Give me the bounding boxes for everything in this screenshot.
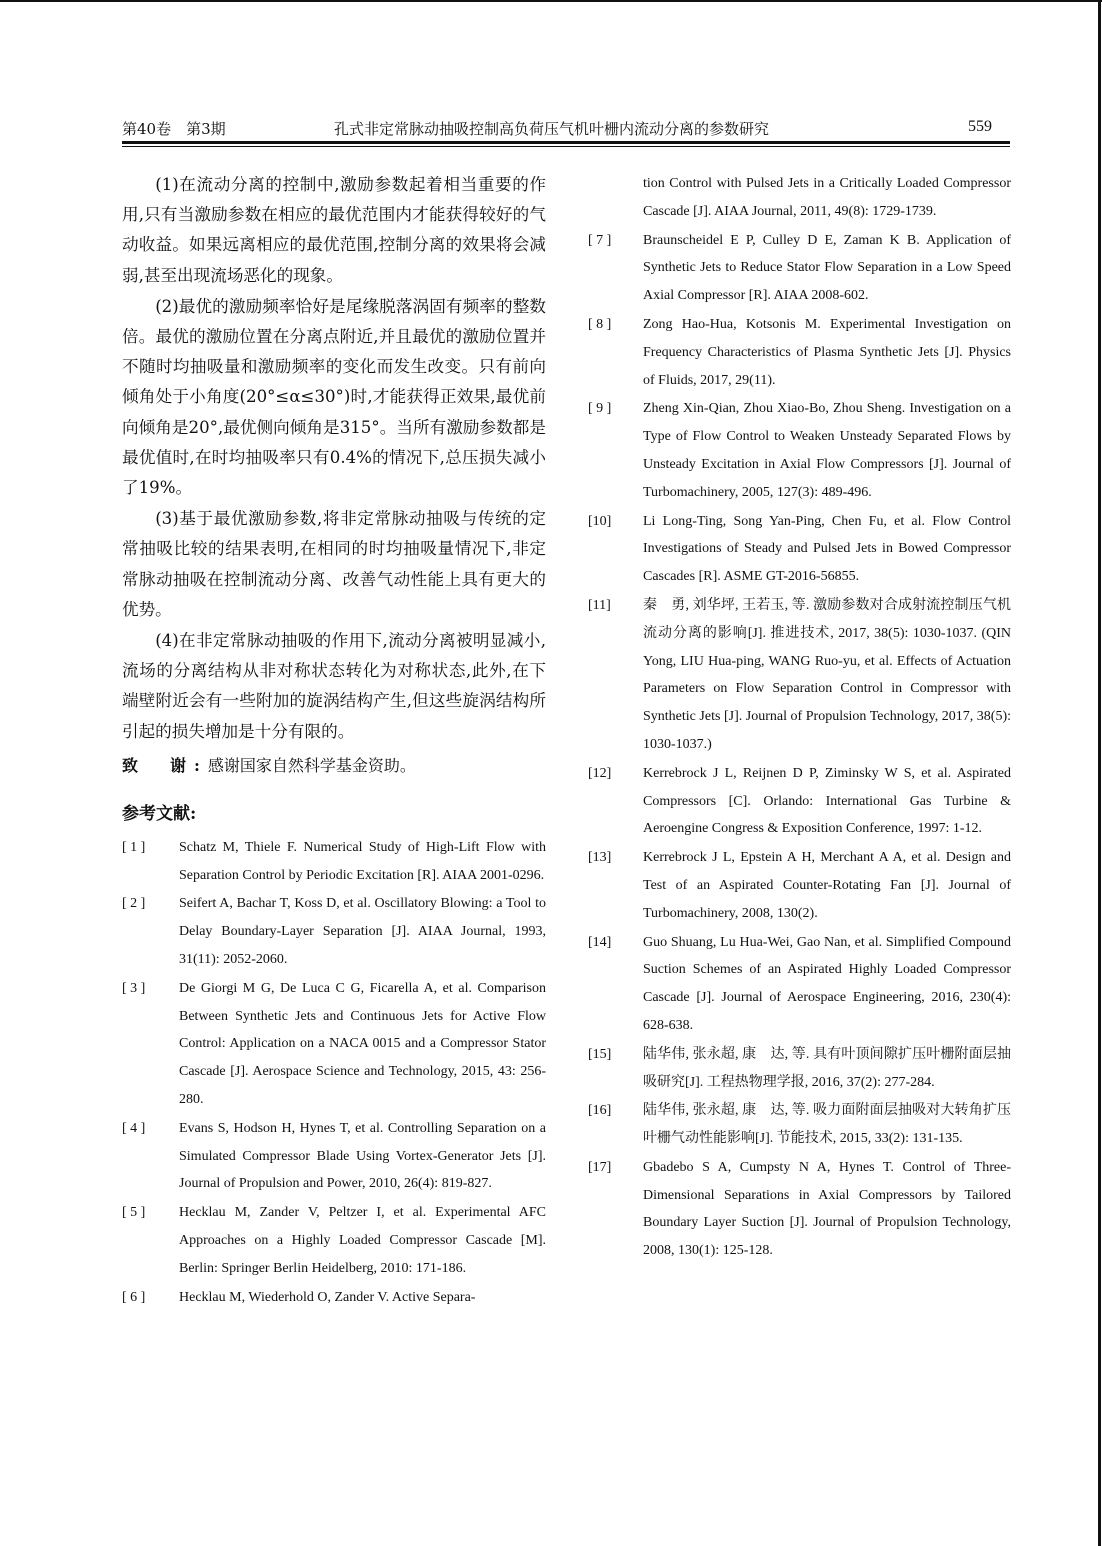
reference-text: Seifert A, Bachar T, Koss D, et al. Oscillatory Blowing: a Tool to Delay Boundary-Layer Separation [J]. AIAA Journal, 1993, 31(11): 2052-2060. (179, 896, 546, 968)
reference-text: Li Long-Ting, Song Yan-Ping, Chen Fu, et al. Flow Control Investigations of Steady and Pulsed Jets in Bowed Compressor Cascades [R]. ASME GT-2016-56855. (643, 513, 1011, 585)
reference-number: [10] (588, 513, 612, 529)
reference-text: 陆华伟, 张永超, 康 达, 等. 具有叶顶间隙扩压叶栅附面层抽吸研究[J]. 工程热物理学报, 2016, 37(2): 277-284. (643, 1046, 1011, 1090)
acknowledgement-label: 致 谢: (122, 755, 208, 775)
acknowledgement-text: 感谢国家自然科学基金资助。 (207, 755, 416, 775)
acknowledgement (122, 751, 546, 781)
reference-item (122, 890, 546, 973)
reference-item (588, 1154, 1011, 1265)
reference-text: Braunscheidel E P, Culley D E, Zaman K B. Application of Synthetic Jets to Reduce Stator Flow Separation in a Low Speed Axial Compressor [R]. AIAA 2008-602. (643, 232, 1011, 304)
reference-item (588, 1097, 1011, 1153)
reference-text: 陆华伟, 张永超, 康 达, 等. 吸力面附面层抽吸对大转角扩压叶栅气动性能影响[J]. 节能技术, 2015, 33(2): 131-135. (643, 1103, 1011, 1147)
reference-text: De Giorgi M G, De Luca C G, Ficarella A, et al. Comparison Between Synthetic Jets and Continuous Jets for Active Flow Control: Application on a NACA 0015 and a Compressor Stator Cascade [J]. Aerospace Science and Technology, 2015, 43: 256-280. (179, 980, 546, 1108)
conclusion-paragraph: (4)在非定常脉动抽吸的作用下,流动分离被明显减小,流场的分离结构从非对称状态转化为对称状态,此外,在下端壁附近会有一些附加的旋涡结构产生,但这些旋涡结构所引起的损失增加是十分有限的。 (122, 631, 546, 741)
reference-item (588, 311, 1011, 394)
reference-item (122, 975, 546, 1114)
reference-text: Guo Shuang, Lu Hua-Wei, Gao Nan, et al. Simplified Compound Suction Schemes of an Aspirated Highly Loaded Compressor Cascade [J]. Journal of Aerospace Engineering, 2016, 230(4): 628-638. (643, 934, 1011, 1033)
article-title: 孔式非定常脉动抽吸控制高负荷压气机叶栅内流动分离的参数研究 (334, 120, 770, 138)
reference-item (588, 760, 1011, 843)
reference-text: tion Control with Pulsed Jets in a Critically Loaded Compressor Cascade [J]. AIAA Journal, 2011, 49(8): 1729-1739. (643, 176, 1011, 219)
reference-text: Schatz M, Thiele F. Numerical Study of High-Lift Flow with Separation Control by Periodic Excitation [R]. AIAA 2001-0296. (179, 839, 546, 883)
top-border (0, 0, 1102, 2)
reference-number: [16] (588, 1103, 612, 1119)
reference-item (122, 1284, 546, 1312)
reference-number: [17] (588, 1159, 612, 1175)
reference-continuation (588, 170, 1011, 226)
conclusion-paragraph: (1)在流动分离的控制中,激励参数起着相当重要的作用,只有当激励参数在相应的最优范围内才能获得较好的气动收益。如果远离相应的最优范围,控制分离的效果将会减弱,甚至出现流场恶化的现象。 (122, 175, 546, 285)
references-heading: 参考文献: (122, 803, 197, 824)
journal-volume: 第40卷 第3期 (122, 120, 226, 138)
page-number: 559 (968, 118, 992, 135)
header-rule-thin (122, 146, 1010, 147)
reference-text: Evans S, Hodson H, Hynes T, et al. Controlling Separation on a Simulated Compressor Blade Using Vortex-Generator Jets [J]. Journal of Propulsion and Power, 2010, 26(4): 819-827. (179, 1120, 546, 1192)
reference-number: [ 4 ] (122, 1120, 146, 1136)
reference-item (122, 834, 546, 890)
reference-text: Kerrebrock J L, Reijnen D P, Ziminsky W S, et al. Aspirated Compressors [C]. Orlando: International Gas Turbine & Aeroengine Congress & Exposition Conference, 1997: 1-12. (643, 765, 1011, 837)
reference-number: [14] (588, 934, 612, 950)
reference-number: [15] (588, 1046, 612, 1062)
conclusion-paragraph: (2)最优的激励频率恰好是尾缘脱落涡固有频率的整数倍。最优的激励位置在分离点附近,并且最优的激励位置并不随时均抽吸量和激励频率的变化而发生改变。只有前向倾角处于小角度(20°≤α≤30°)时,才能获得正效果,最优前向倾角是20°,最优侧向倾角是315°。当所有激励参数都是最优值时,在时均抽吸率只有0.4%的情况下,总压损失减小了19%。 (122, 296, 546, 498)
reference-number: [13] (588, 850, 612, 866)
reference-item (122, 1199, 546, 1282)
reference-item (588, 1041, 1011, 1097)
right-column (588, 170, 1011, 1266)
reference-number: [ 8 ] (588, 316, 612, 332)
reference-item (588, 592, 1011, 759)
header-rule-thick (122, 141, 1010, 144)
running-header (122, 118, 1010, 142)
reference-item (122, 1115, 546, 1198)
reference-text: Hecklau M, Wiederhold O, Zander V. Active Separa- (179, 1289, 476, 1305)
reference-text: 秦 勇, 刘华坪, 王若玉, 等. 激励参数对合成射流控制压气机流动分离的影响[J]. 推进技术, 2017, 38(5): 1030-1037. (QIN Yong, LIU Hua-ping, WANG Ruo-yu, et al. Effects of Actuation Parameters on Flow Separation Control in Compressor with Synthetic Jets [J]. Journal of Propulsion Technology, 2017, 38(5): 1030-1037.) (643, 597, 1011, 752)
reference-text: Kerrebrock J L, Epstein A H, Merchant A A, et al. Design and Test of an Aspirated Counter-Rotating Fan [J]. Journal of Turbomachinery, 2008, 130(2). (643, 850, 1011, 921)
reference-text: Zheng Xin-Qian, Zhou Xiao-Bo, Zhou Sheng. Investigation on a Type of Flow Control to Weaken Unsteady Separated Flows by Unsteady Excitation in Axial Flow Compressors [J]. Journal of Turbomachinery, 2005, 127(3): 489-496. (643, 401, 1011, 500)
reference-number: [ 7 ] (588, 232, 612, 248)
reference-number: [12] (588, 765, 612, 781)
left-column (122, 170, 546, 1312)
reference-text: Hecklau M, Zander V, Peltzer I, et al. Experimental AFC Approaches on a Highly Loaded Compressor Cascade [M]. Berlin: Springer Berlin Heidelberg, 2010: 171-186. (179, 1205, 546, 1276)
reference-text: Zong Hao-Hua, Kotsonis M. Experimental Investigation on Frequency Characteristics of Plasma Synthetic Jets [J]. Physics of Fluids, 2017, 29(11). (643, 316, 1011, 388)
reference-item (588, 508, 1011, 591)
reference-number: [ 2 ] (122, 896, 146, 912)
reference-number: [ 1 ] (122, 839, 146, 855)
reference-number: [ 6 ] (122, 1289, 146, 1305)
right-border (1098, 0, 1101, 1546)
conclusion-paragraph: (3)基于最优激励参数,将非定常脉动抽吸与传统的定常抽吸比较的结果表明,在相同的时均抽吸量情况下,非定常脉动抽吸在控制流动分离、改善气动性能上具有更大的优势。 (122, 509, 546, 619)
reference-item (588, 227, 1011, 310)
reference-number: [ 3 ] (122, 980, 146, 996)
reference-number: [ 5 ] (122, 1205, 146, 1221)
reference-text: Gbadebo S A, Cumpsty N A, Hynes T. Control of Three-Dimensional Separations in Axial Compressors by Tailored Boundary Layer Suction [J]. Journal of Propulsion Technology, 2008, 130(1): 125-128. (643, 1159, 1011, 1259)
reference-item (588, 844, 1011, 927)
reference-number: [ 9 ] (588, 401, 612, 417)
reference-number: [11] (588, 597, 611, 613)
reference-item (588, 395, 1011, 506)
reference-item (588, 929, 1011, 1040)
